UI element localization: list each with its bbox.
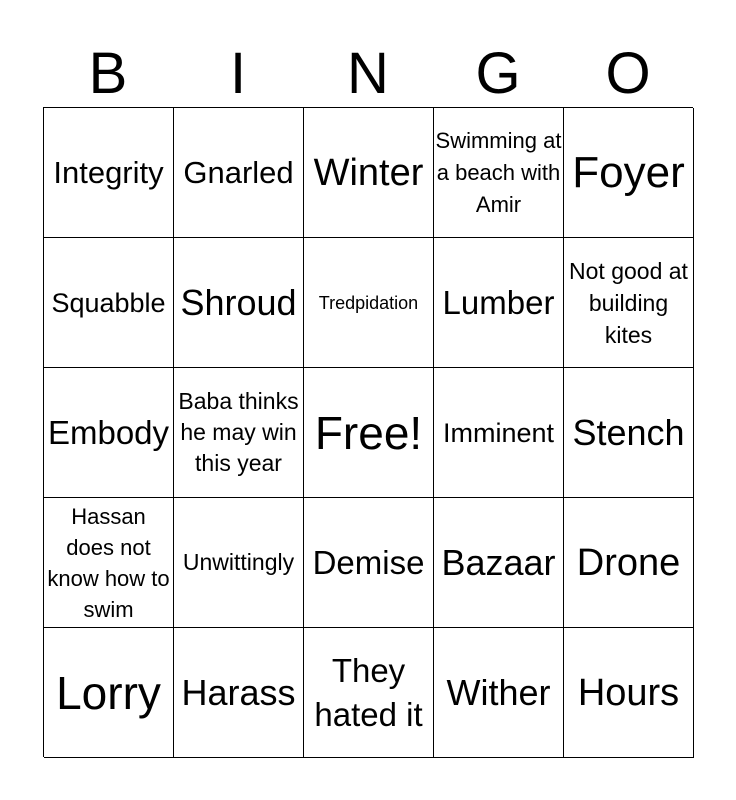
bingo-cell[interactable] [564,368,694,498]
header-letter-o: O [605,41,651,106]
bingo-cell[interactable] [44,498,174,628]
header-letter-n: N [347,41,389,106]
cell-text: Stench [572,411,685,453]
bingo-cell[interactable] [304,368,434,498]
cell-text: Gnarled [183,154,294,190]
cell-text: Hours [577,671,680,714]
cell-text: Drone [576,541,681,584]
cell-text: Winter [313,151,424,194]
bingo-header [43,40,693,108]
bingo-cell[interactable] [564,238,694,368]
header-letter-g: G [475,41,521,106]
cell-text: Lumber [442,283,555,321]
bingo-cell[interactable] [44,238,174,368]
bingo-cell[interactable] [304,628,434,758]
cell-text: Shroud [180,281,297,323]
cell-text: Not good at building kites [569,257,688,348]
bingo-cell[interactable] [174,628,304,758]
bingo-cell[interactable] [434,368,564,498]
cell-text: Integrity [53,154,164,190]
cell-text: Foyer [572,147,685,197]
bingo-cell[interactable] [434,108,564,238]
cell-text: Baba thinks he may win this year [178,388,299,476]
bingo-cell[interactable] [174,238,304,368]
bingo-cell[interactable] [174,368,304,498]
cell-text: Wither [446,671,551,713]
bingo-cell[interactable] [304,498,434,628]
bingo-cell[interactable] [44,108,174,238]
cell-text: They hated it [314,651,423,733]
bingo-cell[interactable] [174,108,304,238]
bingo-cell[interactable] [44,628,174,758]
bingo-cell[interactable] [44,368,174,498]
free-space: Free! [314,406,423,459]
header-letter-b: B [88,41,128,106]
bingo-cell[interactable] [434,238,564,368]
cell-text: Embody [47,413,170,451]
bingo-cell[interactable] [434,498,564,628]
bingo-cell[interactable] [564,498,694,628]
cell-text: Lorry [56,666,161,719]
bingo-cell[interactable] [564,108,694,238]
cell-text: Harass [181,671,296,713]
bingo-cell[interactable] [304,108,434,238]
cell-text: Bazaar [441,541,556,583]
bingo-cell[interactable] [304,238,434,368]
bingo-cell[interactable] [174,498,304,628]
cell-text: Demise [312,543,425,581]
cell-text: Swimming at a beach with Amir [435,127,562,217]
cell-text: Hassan does not know how to swim [47,503,170,622]
bingo-grid [43,107,693,757]
cell-text: Imminent [442,417,555,448]
bingo-cell[interactable] [434,628,564,758]
header-letter-i: I [229,41,247,106]
cell-text: Squabble [51,287,166,318]
cell-text: Tredpidation [318,292,419,313]
bingo-cell[interactable] [564,628,694,758]
cell-text: Unwittingly [182,549,295,575]
